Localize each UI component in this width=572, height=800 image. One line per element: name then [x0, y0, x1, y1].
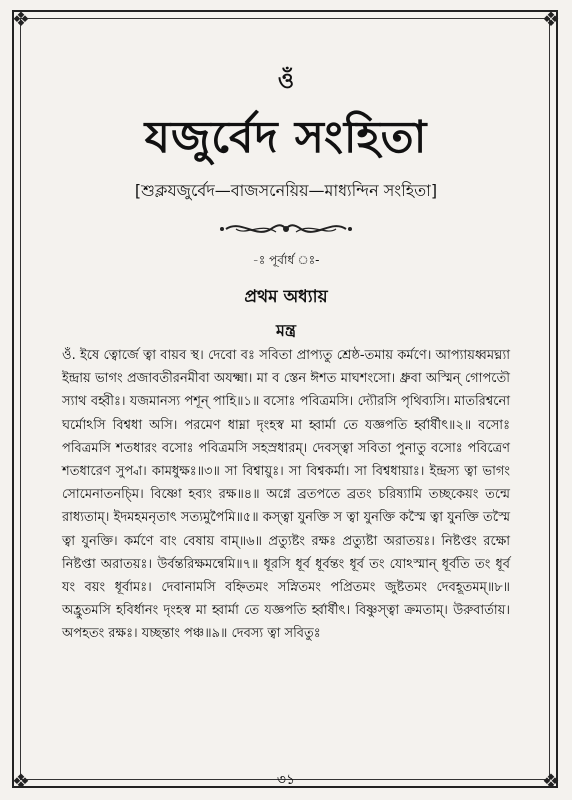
corner-ornament-icon: ❖ — [12, 769, 30, 793]
corner-ornament-icon: ❖ — [542, 7, 560, 31]
corner-ornament-icon: ❖ — [12, 7, 30, 31]
page-number: ৩১ — [276, 772, 296, 788]
mantra-text — [62, 344, 510, 646]
divider-ornament-icon — [216, 214, 356, 244]
page-title: যজুর্বেদ সংহিতা — [144, 112, 428, 163]
om-symbol: ওঁ — [277, 69, 295, 94]
corner-ornament-icon: ❖ — [542, 769, 560, 793]
subtitle: [শুক্লযজুর্বেদ—বাজসনেয়িয়—মাধ্যন্দিন সংহিতা] — [134, 181, 438, 200]
section-heading: মন্ত্র — [276, 321, 296, 340]
part-label: -ঃ পূর্বার্ধ ঃ- — [252, 253, 320, 267]
mantra-paragraph: ওঁ. ইষে ত্বোর্জে ত্বা বায়ব স্থ। দেবো বঃ সবিতা প্রাপ্যতু শ্রেষ্ঠ-তমায় কর্মণে। আপ্যায়ধ্বমঘ্ন্যা ইন্দ্রায় ভাগং প্রজাবতীরনমীবা অযক্ষ্মা। মা ব স্তেন ঈশত মাঘশংসো। ধ্রুবা অস্মিন্ গোপতৌ স্যাথ বহ্বীঃ। যজমানস্য পশূন্ পাহি॥১॥ বসোঃ পবিত্রমসি। দ্যৌরসি পৃথিব্যসি। মাতরিশ্বনো ঘর্মোঽসি বিশ্বধা অসি। পরমেণ ধাম্না দৃংহস্ব মা হ্বার্মা তে যজ্ঞপতি র্হ্বার্ষীৎ॥২॥ বসোঃ পবিত্রমসি শতধারং বসোঃ পবিত্রমসি সহস্রধারম্। দেবস্ত্বা সবিতা পুনাতু বসোঃ পবিত্রেণ শতধারেণ সুপ্বা। কামধুক্ষঃ॥৩॥ সা বিশ্বায়ুঃ। সা বিশ্বকর্মা। সা বিশ্বধায়াঃ। ইন্দ্রস্য ত্বা ভাগং সোমেনাতনচ্মি। বিষ্ণো হব্যং রক্ষ॥৪॥ অগ্নে ব্রতপতে ব্রতং চরিষ্যামি তচ্ছকেয়ং তন্মে রাধ্যতাম্। ইদমহমনৃতাৎ সত্যমুপৈমি॥৫॥ কস্ত্বা যুনক্তি স ত্বা যুনক্তি কস্মৈ ত্বা যুনক্তি তস্মৈ ত্বা যুনক্তি। কর্মণে বাং বেষায় বাম্॥৬॥ প্রত্যুষ্টং রক্ষঃ প্রত্যুষ্টা অরাতয়ঃ। নিষ্টপ্তং রক্ষো নিষ্টপ্তা অরাতয়ঃ। উর্বন্তরিক্ষমন্বেমি॥৭॥ ধূরসি ধূর্ব ধূর্বন্তং ধূর্ব তং যোঽস্মান্ ধূর্বতি তং ধূর্ব যং বয়ং ধূর্বামঃ। দেবানামসি বহ্নিতমং সস্নিতমং পপ্রিতমং জুষ্টতমং দেবহূতমম্॥৮॥ অহ্রুতমসি হবির্ধানং দৃংহস্ব মা হ্বার্মা তে যজ্ঞপতি র্হ্বার্ষীৎ। বিষ্ণুস্ত্বা ক্রমতাম্। উরুবার্তায়। অপহতং রক্ষঃ। যচ্ছন্তাং পঞ্চ॥৯॥ দেবস্য ত্বা সবিতুঃ — [62, 348, 510, 642]
chapter-title: প্রথম অধ্যায় — [244, 287, 328, 307]
